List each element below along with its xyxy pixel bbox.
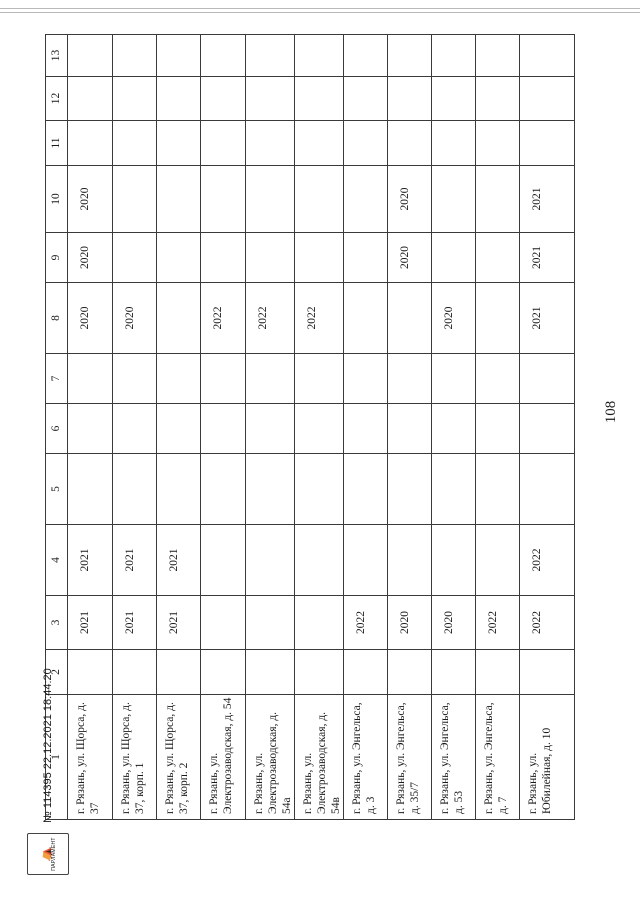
- address-cell: г. Рязань, ул. Щорса, д. 37, корп. 2: [157, 695, 201, 820]
- table-cell: [68, 35, 113, 77]
- column-header: 2: [46, 650, 68, 695]
- table-cell: [201, 525, 246, 596]
- table-cell: [201, 404, 246, 454]
- table-cell: [344, 525, 388, 596]
- table-row: [157, 35, 201, 820]
- table-cell: [201, 650, 246, 695]
- address-cell: г. Рязань, ул. Энгельса, д. 35/7: [388, 695, 432, 820]
- table-cell: [520, 454, 575, 525]
- table-cell: [344, 121, 388, 166]
- table-cell: [388, 650, 432, 695]
- table-cell: 2022: [201, 283, 246, 354]
- table-cell: [432, 404, 476, 454]
- table-cell: [476, 404, 520, 454]
- table-cell: [432, 166, 476, 233]
- table-row: [520, 35, 575, 820]
- table-cell: 2021: [520, 166, 575, 233]
- table-cell: [68, 454, 113, 525]
- table-cell: [246, 166, 295, 233]
- dome-icon: ⛺: [38, 846, 52, 862]
- table-cell: [113, 650, 157, 695]
- table-cell: [344, 35, 388, 77]
- table-cell: [246, 454, 295, 525]
- table-row: [68, 35, 113, 820]
- table-cell: [157, 404, 201, 454]
- table-cell: [295, 77, 344, 121]
- table-cell: [388, 77, 432, 121]
- table-cell: 2022: [520, 596, 575, 650]
- table-cell: [476, 454, 520, 525]
- table-cell: [388, 525, 432, 596]
- table-cell: [344, 77, 388, 121]
- table-row: [201, 35, 246, 820]
- table-cell: [157, 121, 201, 166]
- table-cell: [476, 525, 520, 596]
- table-cell: [520, 35, 575, 77]
- table-cell: [344, 650, 388, 695]
- table-cell: [344, 233, 388, 283]
- table-cell: [476, 166, 520, 233]
- table-cell: [246, 77, 295, 121]
- page-edge-line: [0, 8, 640, 9]
- table-cell: [113, 121, 157, 166]
- table-cell: [68, 404, 113, 454]
- table-cell: 2020: [68, 283, 113, 354]
- column-header: 4: [46, 525, 68, 596]
- column-header: 9: [46, 233, 68, 283]
- column-header: 3: [46, 596, 68, 650]
- table-cell: [432, 354, 476, 404]
- address-cell: г. Рязань, ул. Щорса, д. 37, корп. 1: [113, 695, 157, 820]
- table-cell: [113, 233, 157, 283]
- table-cell: [201, 596, 246, 650]
- table-cell: [157, 233, 201, 283]
- table-cell: [432, 454, 476, 525]
- table-cell: [201, 354, 246, 404]
- table-cell: [295, 404, 344, 454]
- table-cell: [246, 596, 295, 650]
- table-cell: [476, 35, 520, 77]
- table-cell: [201, 77, 246, 121]
- table-cell: [201, 166, 246, 233]
- column-header: 10: [46, 166, 68, 233]
- table-cell: 2021: [68, 525, 113, 596]
- table-cell: [201, 454, 246, 525]
- table-cell: [246, 404, 295, 454]
- table-cell: [157, 35, 201, 77]
- table-cell: [295, 166, 344, 233]
- parliament-emblem: [27, 833, 69, 875]
- address-cell: г. Рязань, ул. Электрозаводская, д. 54а: [246, 695, 295, 820]
- table-cell: [295, 35, 344, 77]
- table-cell: 2021: [157, 596, 201, 650]
- table-cell: 2021: [68, 596, 113, 650]
- table-row: [295, 35, 344, 820]
- table-cell: 2020: [68, 233, 113, 283]
- table-cell: [157, 77, 201, 121]
- table-cell: [201, 233, 246, 283]
- table-row: [113, 35, 157, 820]
- table-cell: [344, 454, 388, 525]
- table-cell: [476, 283, 520, 354]
- table-cell: [295, 650, 344, 695]
- table-row: [344, 35, 388, 820]
- table-cell: [432, 233, 476, 283]
- table-cell: [113, 166, 157, 233]
- table-cell: 2021: [113, 596, 157, 650]
- column-header: 6: [46, 404, 68, 454]
- table-cell: 2020: [432, 596, 476, 650]
- table-cell: [295, 233, 344, 283]
- table-cell: [295, 454, 344, 525]
- table-cell: 2020: [388, 166, 432, 233]
- table-cell: [432, 525, 476, 596]
- address-cell: г. Рязань, ул. Энгельса, д. 7: [476, 695, 520, 820]
- registration-stamp: [28, 515, 68, 875]
- table-cell: 2021: [113, 525, 157, 596]
- table-cell: 2022: [246, 283, 295, 354]
- table-cell: [246, 233, 295, 283]
- column-header: 8: [46, 283, 68, 354]
- column-header: 1: [46, 695, 68, 820]
- table-cell: [68, 650, 113, 695]
- table-cell: [344, 354, 388, 404]
- table-cell: [388, 454, 432, 525]
- table-cell: [388, 404, 432, 454]
- table-cell: 2021: [520, 233, 575, 283]
- table-cell: [520, 404, 575, 454]
- column-header: 5: [46, 454, 68, 525]
- table-cell: [476, 354, 520, 404]
- table-cell: 2022: [520, 525, 575, 596]
- column-header: 13: [46, 35, 68, 77]
- table-cell: [520, 354, 575, 404]
- table-row: [246, 35, 295, 820]
- table-cell: [157, 650, 201, 695]
- table-cell: 2020: [388, 596, 432, 650]
- table-cell: 2022: [344, 596, 388, 650]
- table-cell: [113, 354, 157, 404]
- table-cell: [113, 77, 157, 121]
- table-cell: [344, 404, 388, 454]
- table-cell: [432, 35, 476, 77]
- table-cell: [201, 35, 246, 77]
- column-header: 7: [46, 354, 68, 404]
- table-cell: 2021: [520, 283, 575, 354]
- table-cell: [388, 283, 432, 354]
- table-cell: [476, 77, 520, 121]
- address-cell: г. Рязань, ул. Энгельса, д. 53: [432, 695, 476, 820]
- address-cell: г. Рязань, ул. Щорса, д. 37: [68, 695, 113, 820]
- table-cell: [68, 121, 113, 166]
- table-cell: [157, 166, 201, 233]
- schedule-table: [45, 34, 575, 820]
- emblem-caption: ПАРЛАМЕНТ: [51, 837, 57, 871]
- address-cell: г. Рязань, ул. Электрозаводская, д. 54в: [295, 695, 344, 820]
- table-cell: [246, 354, 295, 404]
- table-cell: [476, 650, 520, 695]
- registration-number: № 114395 22.12.2021 18:44:20: [42, 668, 54, 823]
- table-cell: [295, 525, 344, 596]
- table-row: [432, 35, 476, 820]
- column-header: 11: [46, 121, 68, 166]
- table-cell: [295, 121, 344, 166]
- table-cell: [157, 454, 201, 525]
- table-cell: [388, 354, 432, 404]
- table-cell: [246, 35, 295, 77]
- table-cell: 2022: [295, 283, 344, 354]
- table-cell: [388, 35, 432, 77]
- table-cell: [520, 650, 575, 695]
- table-cell: [201, 121, 246, 166]
- page-number: 108: [603, 400, 619, 424]
- table-cell: [157, 283, 201, 354]
- table-cell: [344, 283, 388, 354]
- page-edge-line: [0, 12, 640, 13]
- table-cell: [246, 121, 295, 166]
- table-cell: [113, 404, 157, 454]
- address-cell: г. Рязань, ул. Электрозаводская, д. 54: [201, 695, 246, 820]
- table-cell: [344, 166, 388, 233]
- table-cell: [388, 121, 432, 166]
- table-row: [388, 35, 432, 820]
- table-cell: [432, 77, 476, 121]
- table-cell: 2022: [476, 596, 520, 650]
- table-cell: [68, 77, 113, 121]
- table-cell: [113, 454, 157, 525]
- address-cell: г. Рязань, ул. Юбилейная, д. 10: [520, 695, 575, 820]
- table-cell: 2020: [113, 283, 157, 354]
- table-row: [476, 35, 520, 820]
- column-header: 12: [46, 77, 68, 121]
- table-cell: [295, 354, 344, 404]
- table-cell: [246, 525, 295, 596]
- table-cell: [520, 121, 575, 166]
- table-cell: 2020: [388, 233, 432, 283]
- table-cell: [476, 233, 520, 283]
- table-cell: [295, 596, 344, 650]
- table-cell: [476, 121, 520, 166]
- table-cell: [432, 650, 476, 695]
- table-cell: [157, 354, 201, 404]
- table-cell: 2021: [157, 525, 201, 596]
- table-cell: [432, 121, 476, 166]
- table-cell: 2020: [68, 166, 113, 233]
- table-cell: [246, 650, 295, 695]
- table-cell: [520, 77, 575, 121]
- table-cell: 2020: [432, 283, 476, 354]
- table-cell: [68, 354, 113, 404]
- address-cell: г. Рязань, ул. Энгельса, д. 3: [344, 695, 388, 820]
- table-cell: [113, 35, 157, 77]
